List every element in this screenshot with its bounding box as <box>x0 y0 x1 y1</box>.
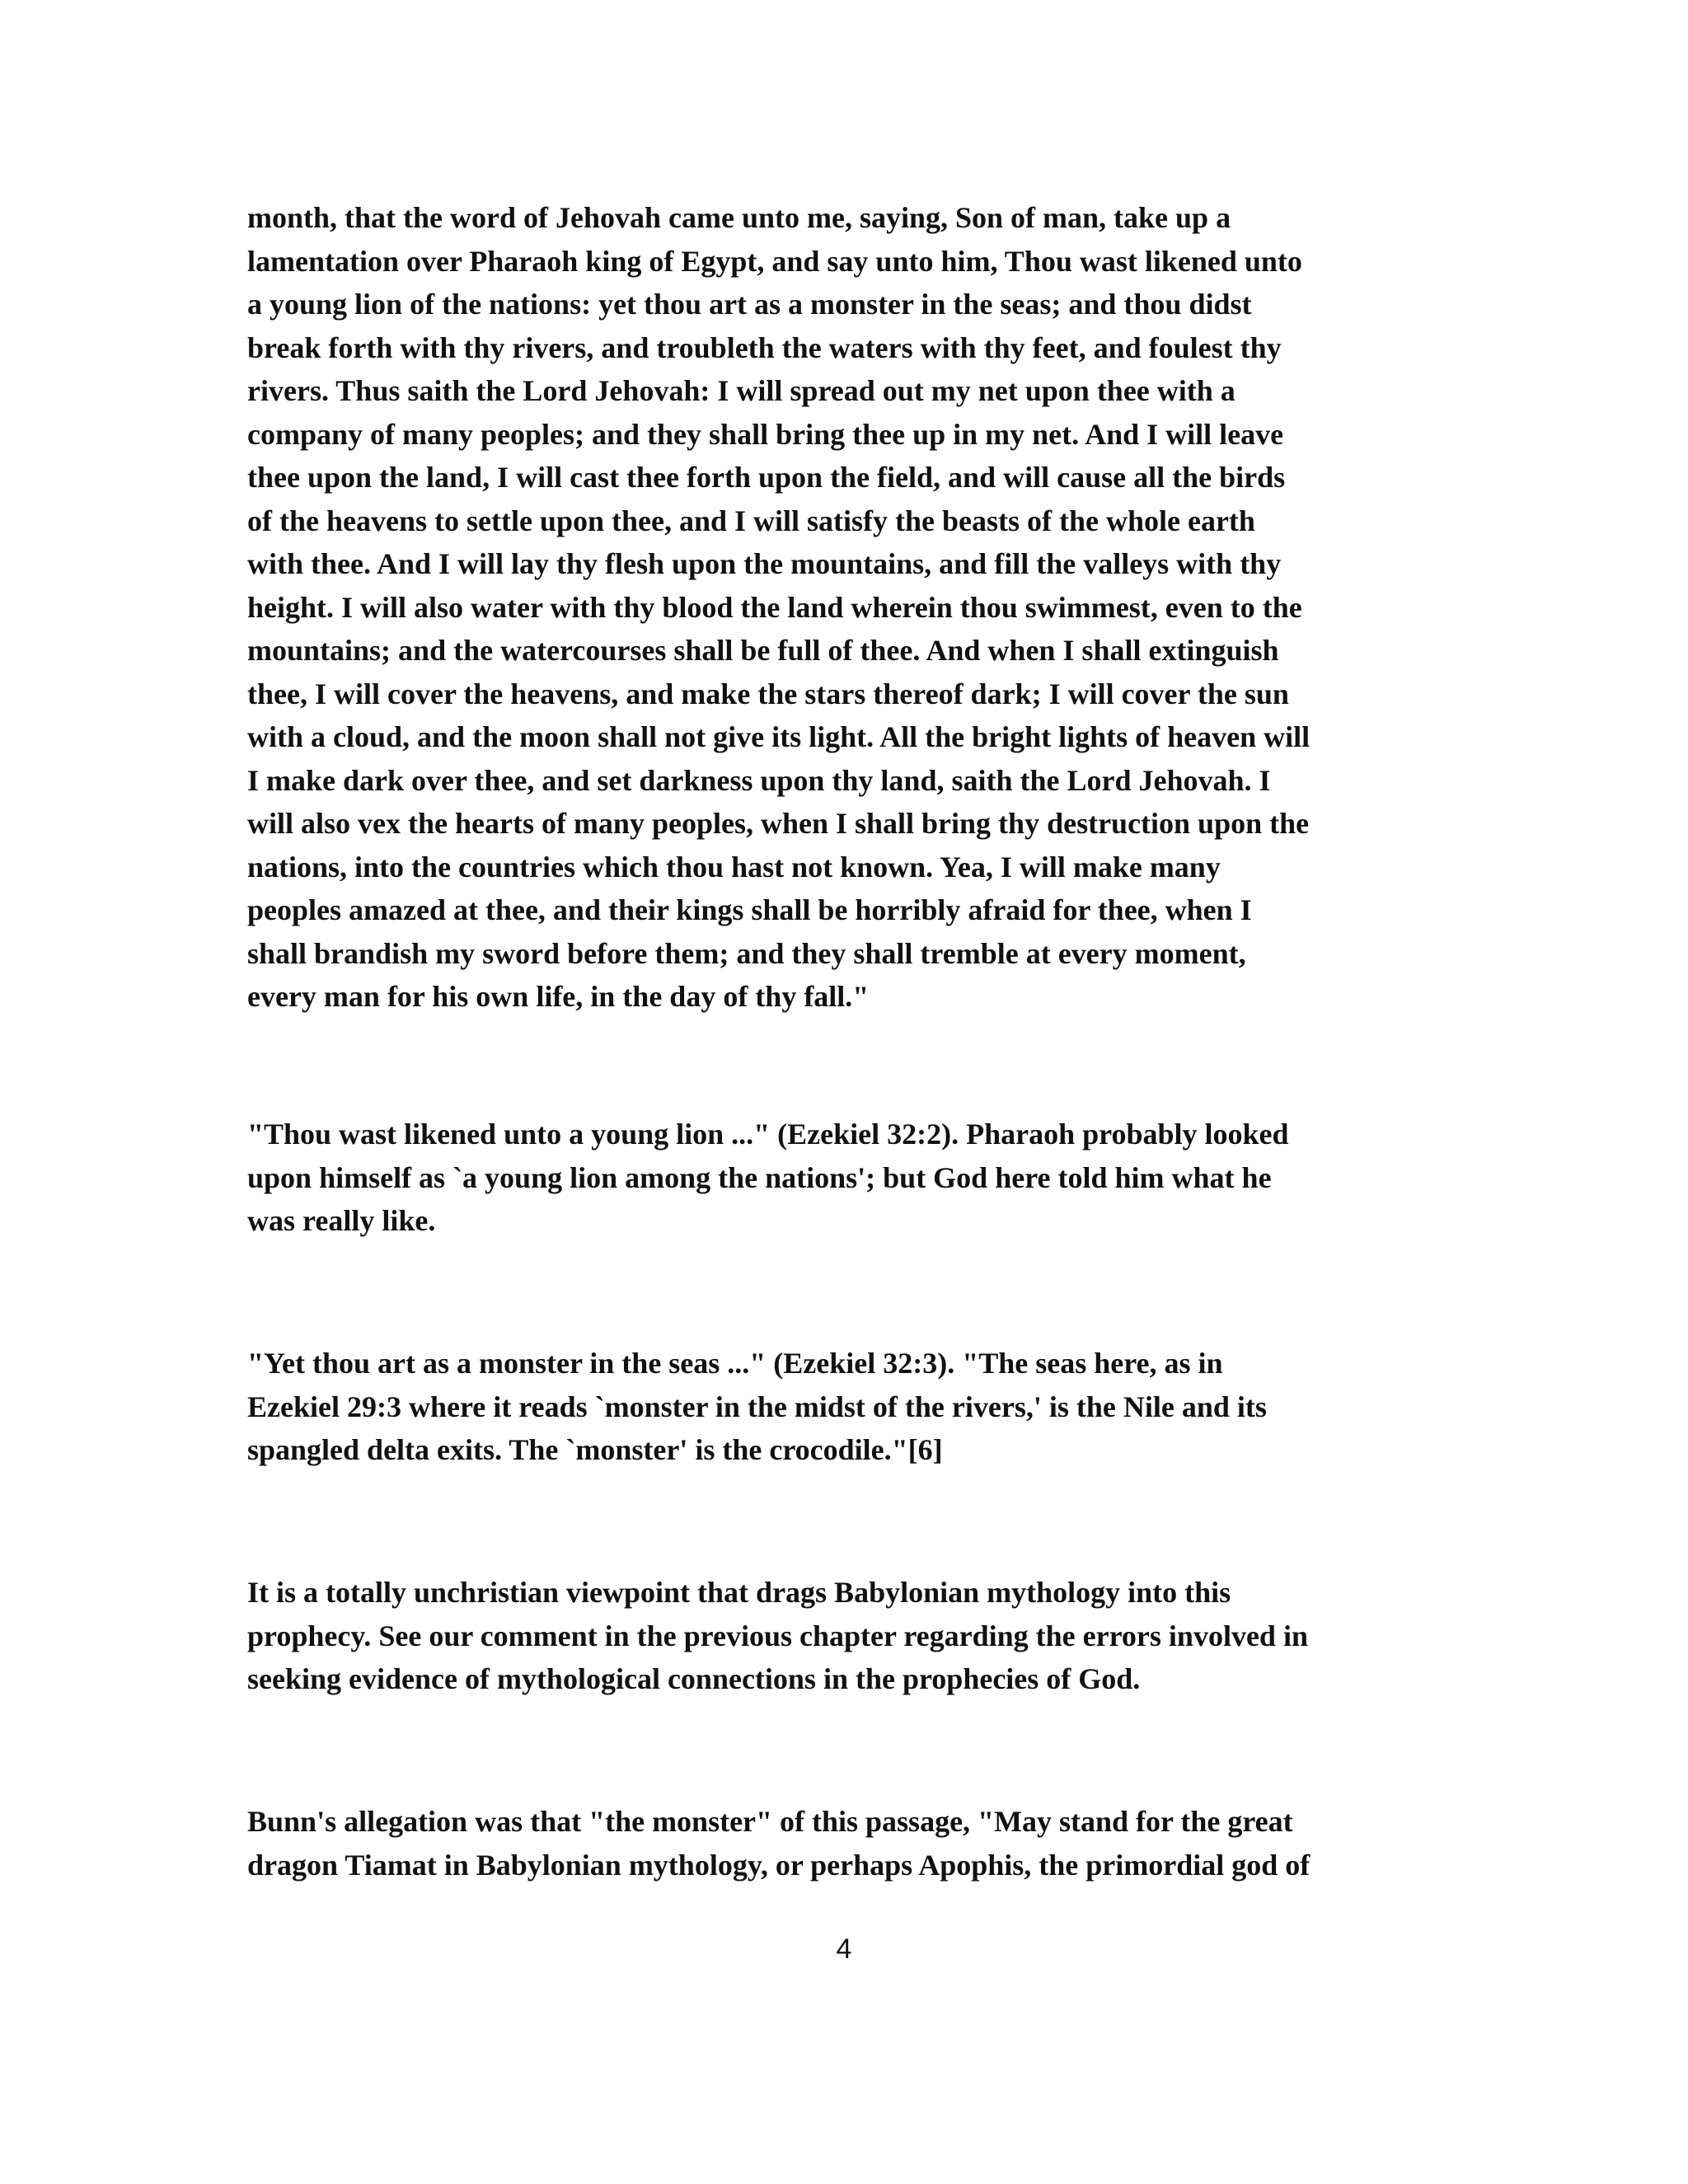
text-line: spangled delta exits. The `monster' is the crocodile."[6] <box>247 1433 943 1466</box>
text-line: break forth with thy rivers, and troubleth the waters with thy feet, and foulest thy <box>247 330 1282 364</box>
text-line: will also vex the hearts of many peoples, when I shall bring thy destruction upon the <box>247 807 1310 840</box>
text-line: dragon Tiamat in Babylonian mythology, or perhaps Apophis, the primordial god of <box>247 1848 1311 1882</box>
paragraph-mythology-comment <box>247 1571 1451 1701</box>
text-line: every man for his own life, in the day of thy fall." <box>247 980 870 1013</box>
paragraph-young-lion-comment <box>247 1113 1451 1243</box>
text-line: prophecy. See our comment in the previous chapter regarding the errors involved in <box>247 1619 1308 1652</box>
text-line: It is a totally unchristian viewpoint that drags Babylonian mythology into this <box>247 1576 1231 1609</box>
text-line: of the heavens to settle upon thee, and I will satisfy the beasts of the whole earth <box>247 504 1255 537</box>
text-line: nations, into the countries which thou hast not known. Yea, I will make many <box>247 850 1221 883</box>
text-line: shall brandish my sword before them; and they shall tremble at every moment, <box>247 936 1246 970</box>
text-line: thee upon the land, I will cast thee forth upon the field, and will cause all the birds <box>247 461 1286 494</box>
text-line: with thee. And I will lay thy flesh upon the mountains, and fill the valleys with thy <box>247 547 1282 580</box>
text-line: month, that the word of Jehovah came unto me, saying, Son of man, take up a <box>247 201 1231 234</box>
text-line: was really like. <box>247 1204 436 1237</box>
page-number: 4 <box>836 1933 852 1965</box>
text-line: a young lion of the nations: yet thou art as a monster in the seas; and thou didst <box>247 288 1252 321</box>
text-line: I make dark over thee, and set darkness upon thy land, saith the Lord Jehovah. I <box>247 763 1271 797</box>
text-line: Bunn's allegation was that "the monster" of this passage, "May stand for the great <box>247 1805 1293 1838</box>
paragraph-monster-comment <box>247 1342 1451 1472</box>
text-line: company of many peoples; and they shall bring thee up in my net. And I will leave <box>247 417 1284 451</box>
text-line: "Yet thou art as a monster in the seas ..." (Ezekiel 32:3). "The seas here, as in <box>247 1347 1223 1380</box>
text-line: lamentation over Pharaoh king of Egypt, and say unto him, Thou wast likened unto <box>247 244 1302 278</box>
text-line: "Thou wast likened unto a young lion ..." (Ezekiel 32:2). Pharaoh probably looked <box>247 1118 1289 1151</box>
text-line: Ezekiel 29:3 where it reads `monster in the midst of the rivers,' is the Nile and its <box>247 1390 1267 1423</box>
text-line: mountains; and the watercourses shall be full of thee. And when I shall extinguish <box>247 634 1279 667</box>
text-line: thee, I will cover the heavens, and make the stars thereof dark; I will cover the sun <box>247 677 1289 710</box>
text-line: peoples amazed at thee, and their kings shall be horribly afraid for thee, when I <box>247 893 1252 926</box>
text-line: upon himself as `a young lion among the nations'; but God here told him what he <box>247 1160 1272 1194</box>
text-line: rivers. Thus saith the Lord Jehovah: I will spread out my net upon thee with a <box>247 374 1236 407</box>
text-line: with a cloud, and the moon shall not give its light. All the bright lights of heaven will <box>247 720 1311 753</box>
paragraph-lamentation-quote <box>247 196 1451 1019</box>
paragraph-bunn-allegation <box>247 1800 1451 1886</box>
text-line: seeking evidence of mythological connections in the prophecies of God. <box>247 1662 1141 1695</box>
text-line: height. I will also water with thy blood the land wherein thou swimmest, even to the <box>247 590 1302 624</box>
